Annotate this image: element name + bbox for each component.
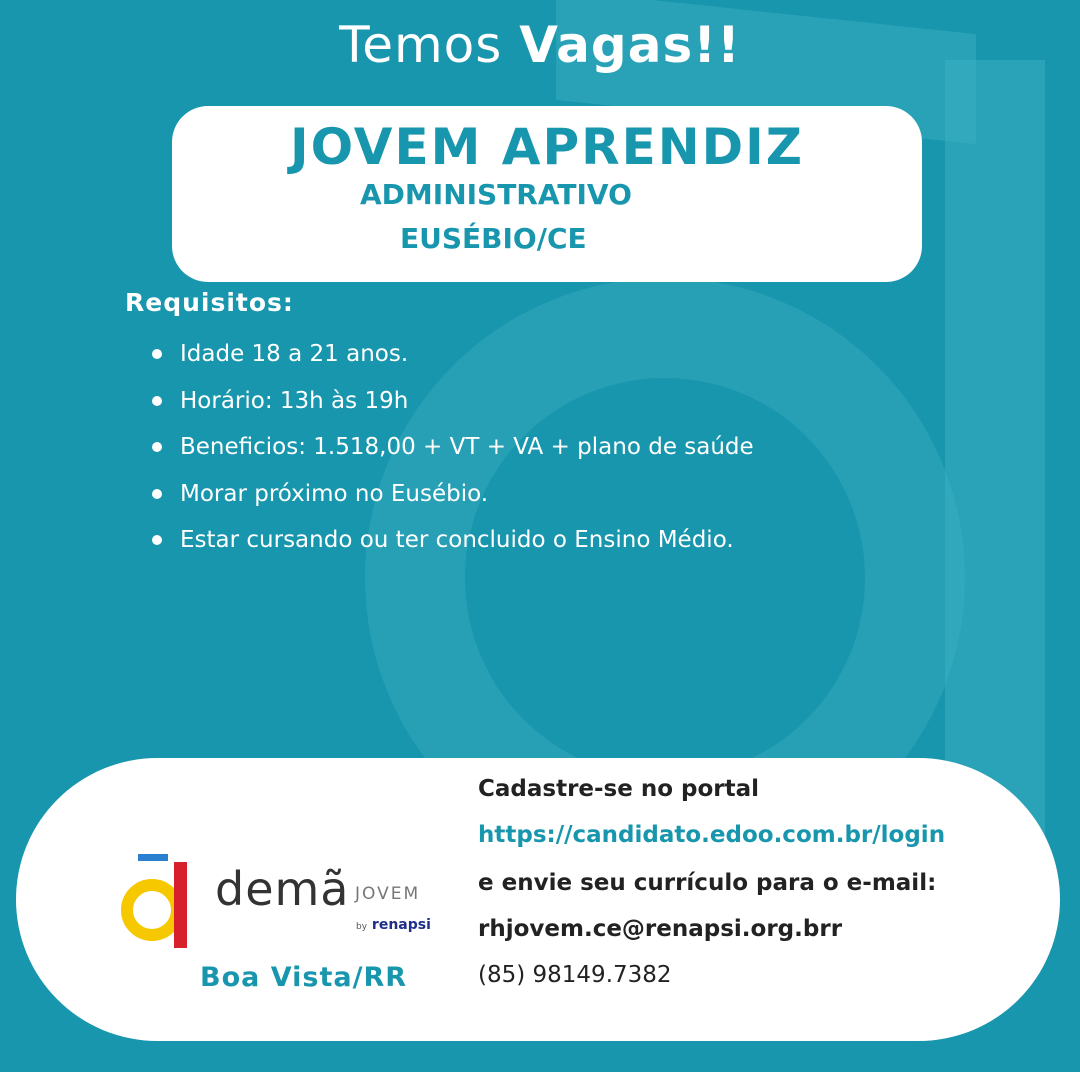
requirement-text: Morar próximo no Eusébio. (180, 480, 489, 507)
requirements-list (150, 338, 754, 571)
logo-sub: JOVEM (355, 884, 421, 904)
bullet-icon (152, 535, 162, 545)
register-text: Cadastre-se no portal (478, 776, 760, 802)
requirement-item (150, 524, 754, 571)
requirement-item (150, 338, 754, 385)
requirement-item (150, 431, 754, 478)
headline-normal: Temos (339, 16, 520, 74)
dema-logo-icon (118, 848, 198, 948)
job-title-card (172, 106, 922, 282)
logo-brand: demã (215, 862, 350, 916)
requirements-heading: Requisitos: (125, 288, 294, 317)
headline-bold: Vagas!! (519, 16, 741, 74)
email-link[interactable]: rhjovem.ce@renapsi.org.brr (478, 916, 843, 942)
job-role: ADMINISTRATIVO (360, 178, 632, 211)
requirement-text: Horário: 13h às 19h (180, 387, 409, 414)
job-title: JOVEM APRENDIZ (290, 118, 804, 176)
requirement-text: Idade 18 a 21 anos. (180, 341, 409, 367)
portal-link[interactable]: https://candidato.edoo.com.br/login (478, 822, 946, 848)
headline (0, 16, 1080, 74)
bullet-icon (152, 349, 162, 359)
city-label: Boa Vista/RR (200, 962, 408, 993)
requirement-text: Beneficios: 1.518,00 + VT + VA + plano de saúde (180, 434, 754, 460)
requirement-item (150, 478, 754, 525)
bullet-icon (152, 396, 162, 406)
bullet-icon (152, 489, 162, 499)
requirement-item (150, 385, 754, 432)
requirement-text: Estar cursando ou ter concluido o Ensino Médio. (180, 527, 734, 553)
logo-partner-name: renapsi (371, 917, 431, 933)
bullet-icon (152, 442, 162, 452)
logo-by-text: by (356, 922, 368, 932)
job-location: EUSÉBIO/CE (400, 222, 587, 255)
phone-number: (85) 98149.7382 (478, 962, 672, 988)
logo-partner (356, 917, 431, 933)
send-cv-text: e envie seu currículo para o e-mail: (478, 870, 937, 896)
